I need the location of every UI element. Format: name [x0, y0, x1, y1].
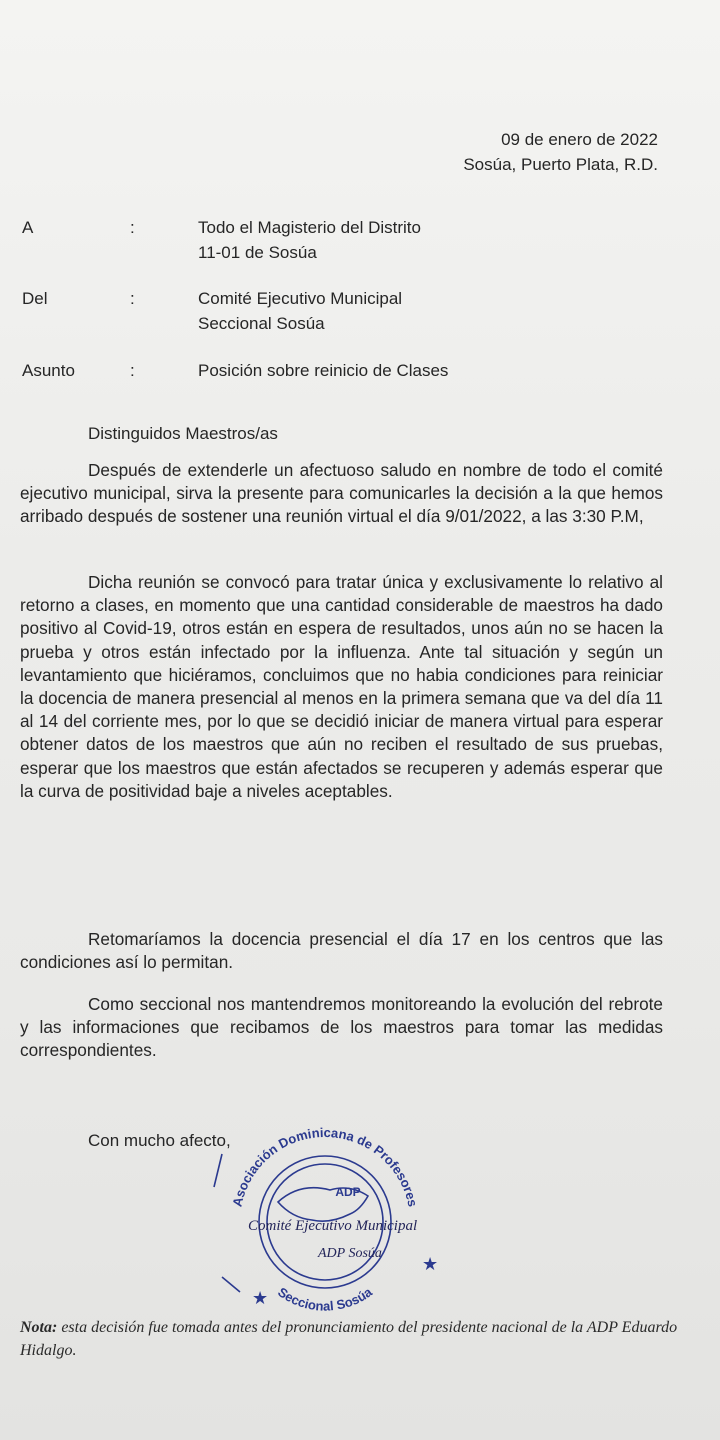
salutation: Distinguidos Maestros/as — [88, 424, 278, 443]
field-from-line2: Seccional Sosúa — [198, 314, 325, 333]
signature-line-2: ADP Sosúa — [318, 1246, 382, 1261]
seal-arc-top-text: Asociación Dominicana de Profesores — [229, 1124, 421, 1209]
field-subject-colon: : — [130, 361, 135, 380]
field-from-value — [198, 286, 402, 336]
paragraph-4: Como seccional nos mantendremos monitoreando la evolución del rebrote y las informaciones que recibamos de los maestros para tomar las medidas correspondientes. — [20, 994, 663, 1061]
field-from-line1: Comité Ejecutivo Municipal — [198, 289, 403, 308]
field-to-line2: 11-01 de Sosúa — [198, 243, 317, 262]
seal-center-text: ADP — [335, 1185, 361, 1199]
star-icon-right: ★ — [422, 1254, 439, 1274]
field-to-colon: : — [130, 218, 135, 237]
field-subject-line1: Posición sobre reinicio de Clases — [198, 361, 449, 380]
signature-line-1: Comité Ejecutivo Municipal — [248, 1218, 418, 1234]
field-from-colon: : — [130, 289, 135, 308]
note-text: esta decisión fue tomada antes del pronunciamiento del presidente nacional de la ADP Eduardo Hidalgo. — [20, 1319, 678, 1359]
seal-stroke-lower — [222, 1277, 240, 1292]
seal-graphic — [200, 1092, 450, 1342]
paragraph-3: Retomaríamos la docencia presencial el día 17 en los centros que las condiciones así lo permitan. — [20, 929, 663, 973]
closing: Con mucho afecto, — [88, 1131, 231, 1150]
note-label: Nota: — [20, 1319, 58, 1336]
field-from-label: Del — [22, 289, 48, 308]
field-to-value — [198, 215, 421, 265]
field-to-line1: Todo el Magisterio del Distrito — [198, 218, 421, 237]
paragraph-1: Después de extenderle un afectuoso saludo en nombre de todo el comité ejecutivo municipal, sirva la presente para comunicarles la decisión a la que hemos arribado después de sostener una reunión virtual el día 9/01/2022, a las 3:30 P.M, — [20, 460, 663, 527]
date-place-block — [463, 127, 658, 177]
letter-date: 09 de enero de 2022 — [501, 130, 658, 149]
seal-stroke-left — [214, 1154, 222, 1187]
paragraph-2: Dicha reunión se convocó para tratar única y exclusivamente lo relativo al retorno a clases, en momento que una cantidad considerable de maestros ha dado positivo al Covid-19, otros están en espera de resultados, unos aún no se hacen la prueba y otros están infectado por la influenza. Ante tal situación y según un levantamiento que hiciéramos, concluimos que no habia condiciones para reiniciar la docencia de manera presencial al menos en la primera semana que va del día 11 al 14 del corriente mes, por lo que se decidió iniciar de manera virtual para esperar obtener datos de los maestros que aún no reciben el resultado de sus pruebas, esperar que los maestros que están afectados se recuperen y además esperar que la curva de positividad baje a niveles aceptables. — [20, 572, 663, 801]
footer-note — [20, 1316, 680, 1362]
adp-seal-stamp — [200, 1092, 450, 1342]
field-subject-value — [198, 358, 448, 383]
letter-place: Sosúa, Puerto Plata, R.D. — [463, 155, 658, 174]
field-subject-label: Asunto — [22, 361, 75, 380]
svg-text:Asociación Dominicana de Profe — [229, 1125, 420, 1208]
star-icon-left: ★ — [252, 1288, 269, 1308]
seal-arc-bottom-text: Seccional Sosúa — [275, 1284, 375, 1314]
field-to-label: A — [22, 218, 34, 237]
